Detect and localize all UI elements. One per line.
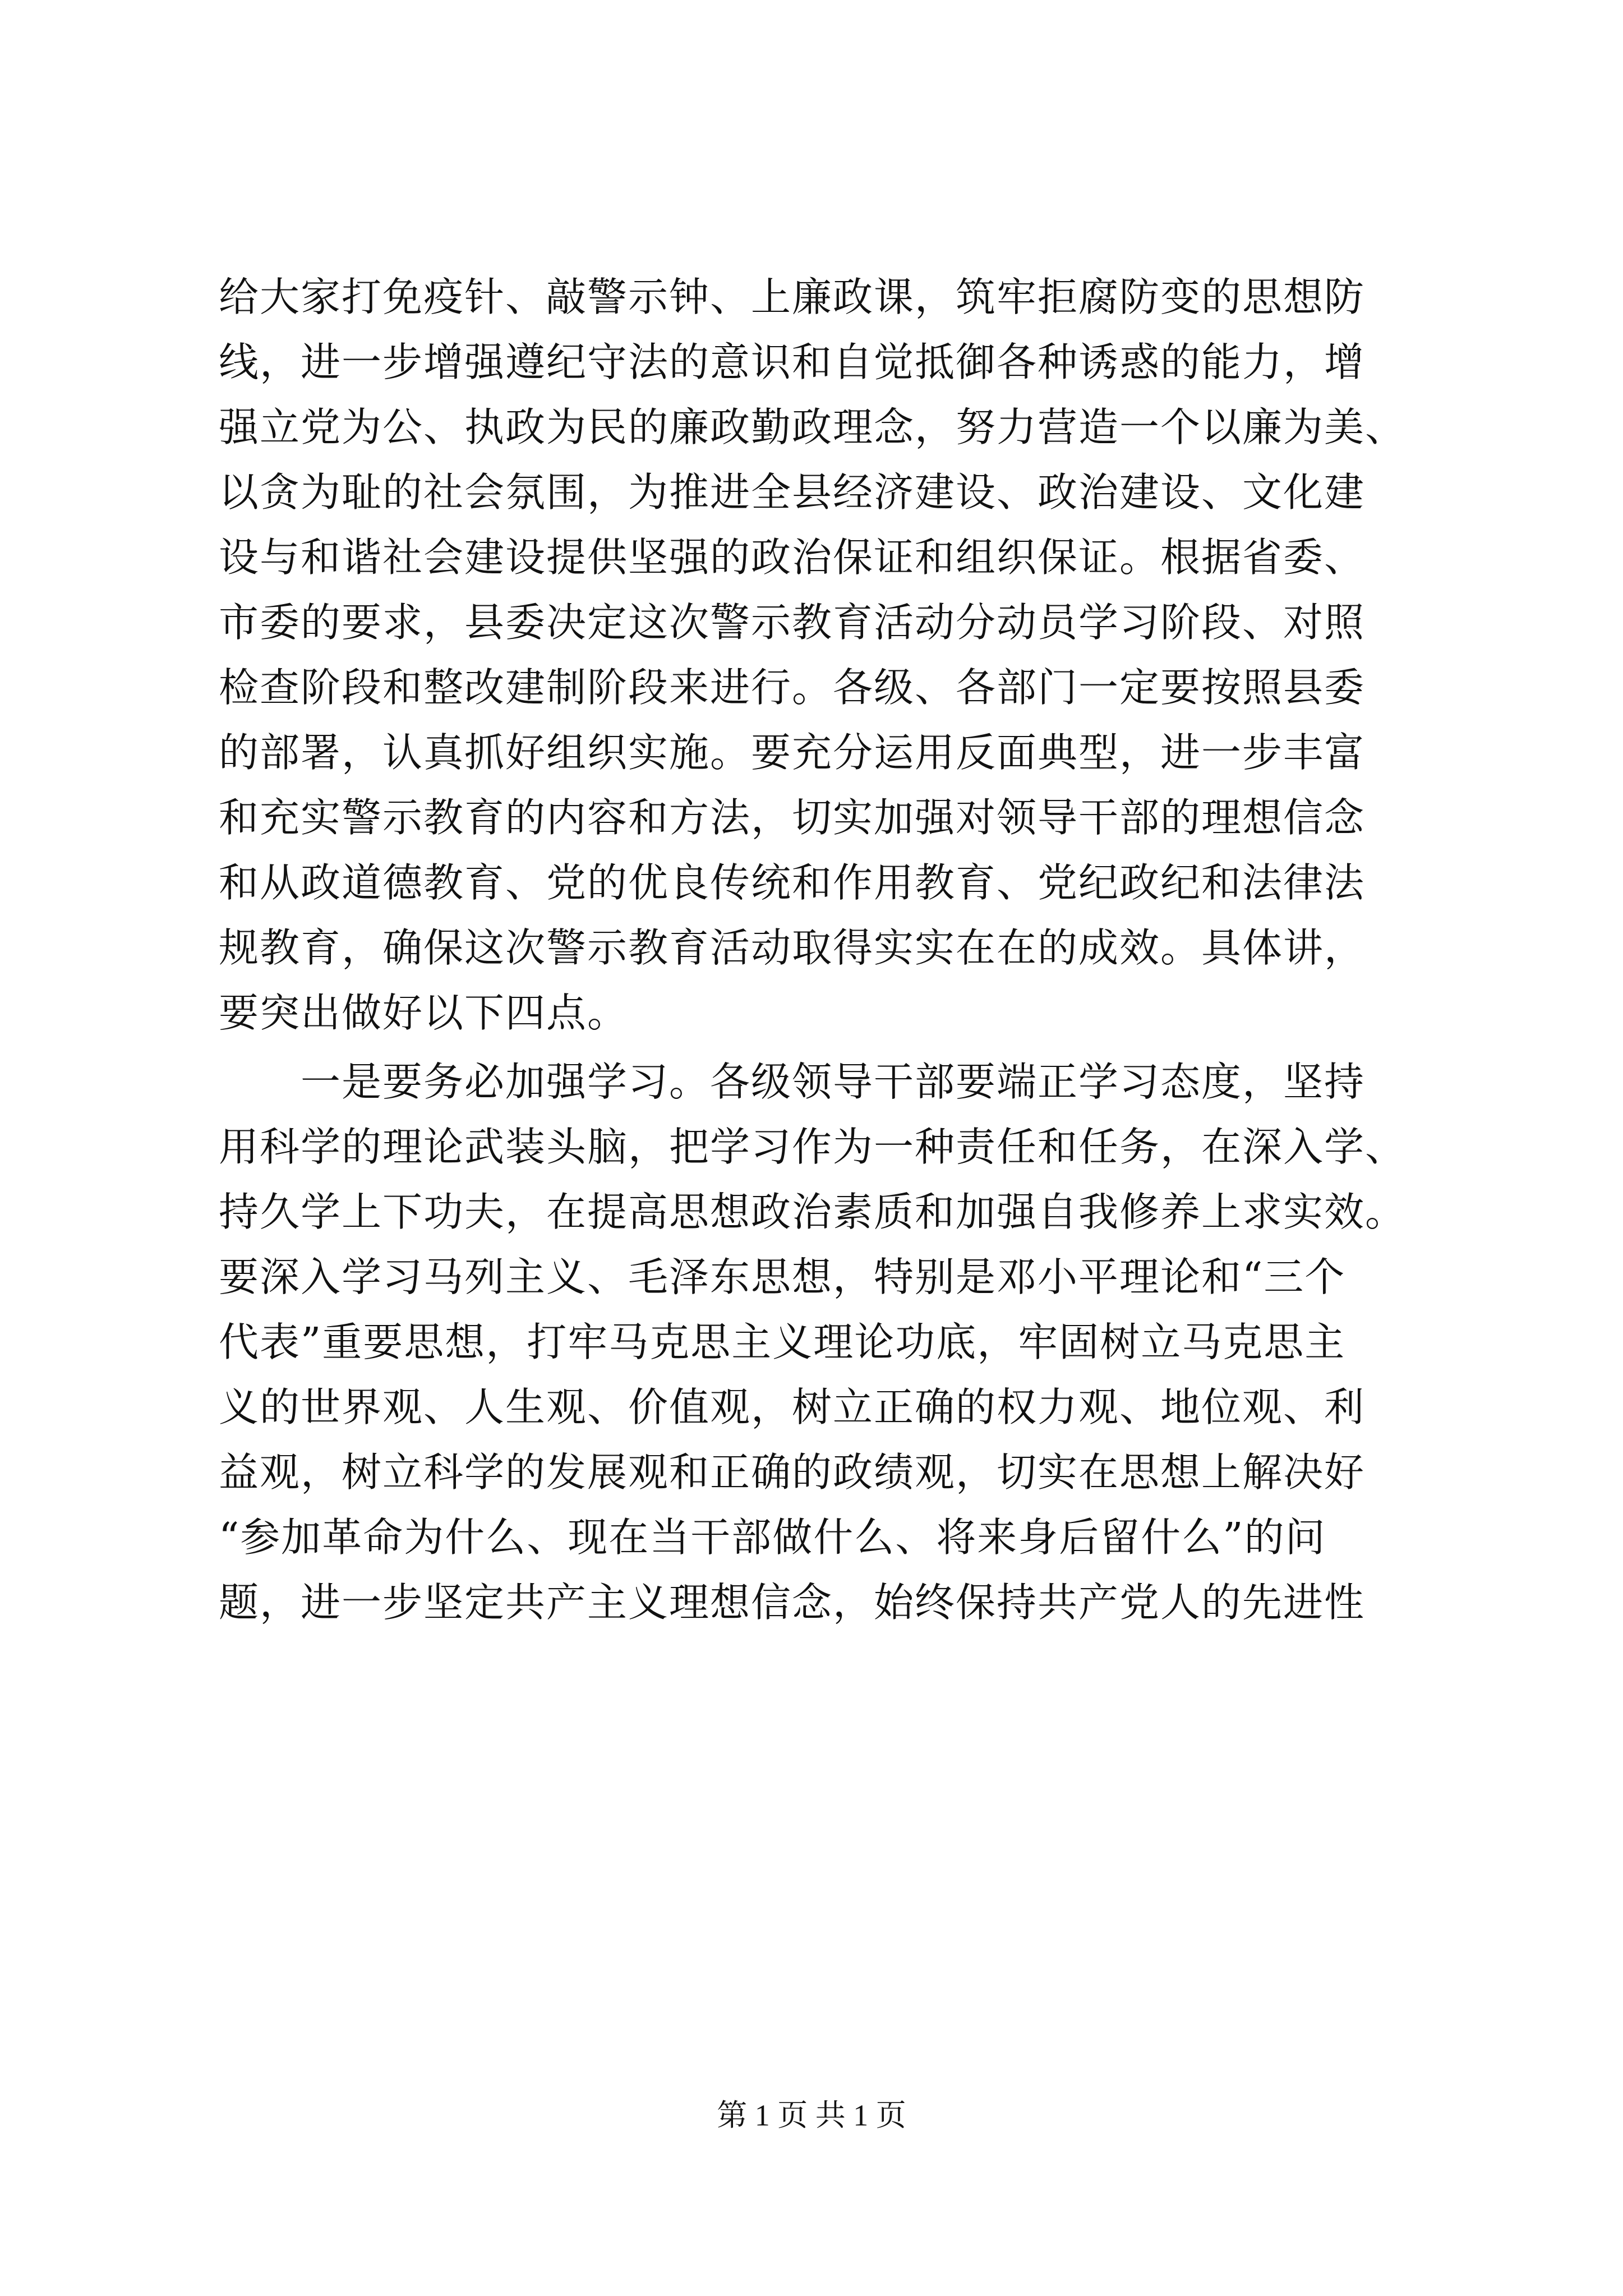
text-line: 的部署，认真抓好组织实施。要充分运用反面典型，进一步丰富 [219,729,1366,776]
text-line: 和充实警示教育的内容和方法，切实加强对领导干部的理想信念 [219,794,1366,841]
text-line: 持久学上下功夫，在提高思想政治素质和加强自我修养上求实效。 [219,1189,1407,1235]
text-line: 题，进一步坚定共产主义理想信念，始终保持共产党人的先进性 [219,1579,1366,1626]
text-line: 义的世界观、人生观、价值观，树立正确的权力观、地位观、利 [219,1384,1366,1430]
text-line: “参加革命为什么、现在当干部做什么、将来身后留什么”的问 [219,1514,1326,1561]
text-line: 代表”重要思想，打牢马克思主义理论功底，牢固树立马克思主 [219,1319,1346,1365]
body-text [219,265,1424,1635]
text-line: 强立党为公、执政为民的廉政勤政理念，努力营造一个以廉为美、 [219,404,1407,450]
text-line: 和从政道德教育、党的优良传统和作用教育、党纪政纪和法律法 [219,859,1366,906]
text-line: 益观，树立科学的发展观和正确的政绩观，切实在思想上解决好 [219,1449,1366,1496]
page-footer [0,2095,1623,2136]
text-line: 检查阶段和整改建制阶段来进行。各级、各部门一定要按照县委 [219,664,1366,711]
text-line: 要突出做好以下四点。 [219,990,629,1036]
text-line: 市委的要求，县委决定这次警示教育活动分动员学习阶段、对照 [219,599,1366,646]
page-number-label: 第 1 页 共 1 页 [717,2099,906,2132]
text-line: 用科学的理论武装头脑，把学习作为一种责任和任务，在深入学、 [219,1124,1407,1170]
text-line: 给大家打免疫针、敲警示钟、上廉政课，筑牢拒腐防变的思想防 [219,274,1366,320]
paragraph-start-line: 一是要务必加强学习。各级领导干部要端正学习态度，坚持 [301,1059,1366,1105]
text-line: 要深入学习马列主义、毛泽东思想，特别是邓小平理论和“三个 [219,1254,1346,1300]
text-line: 规教育，确保这次警示教育活动取得实实在在的成效。具体讲， [219,924,1366,971]
text-line: 线，进一步增强遵纪守法的意识和自觉抵御各种诱惑的能力，增 [219,339,1366,385]
text-line: 设与和谐社会建设提供坚强的政治保证和组织保证。根据省委、 [219,534,1366,581]
text-line: 以贪为耻的社会氛围，为推进全县经济建设、政治建设、文化建 [219,469,1366,516]
